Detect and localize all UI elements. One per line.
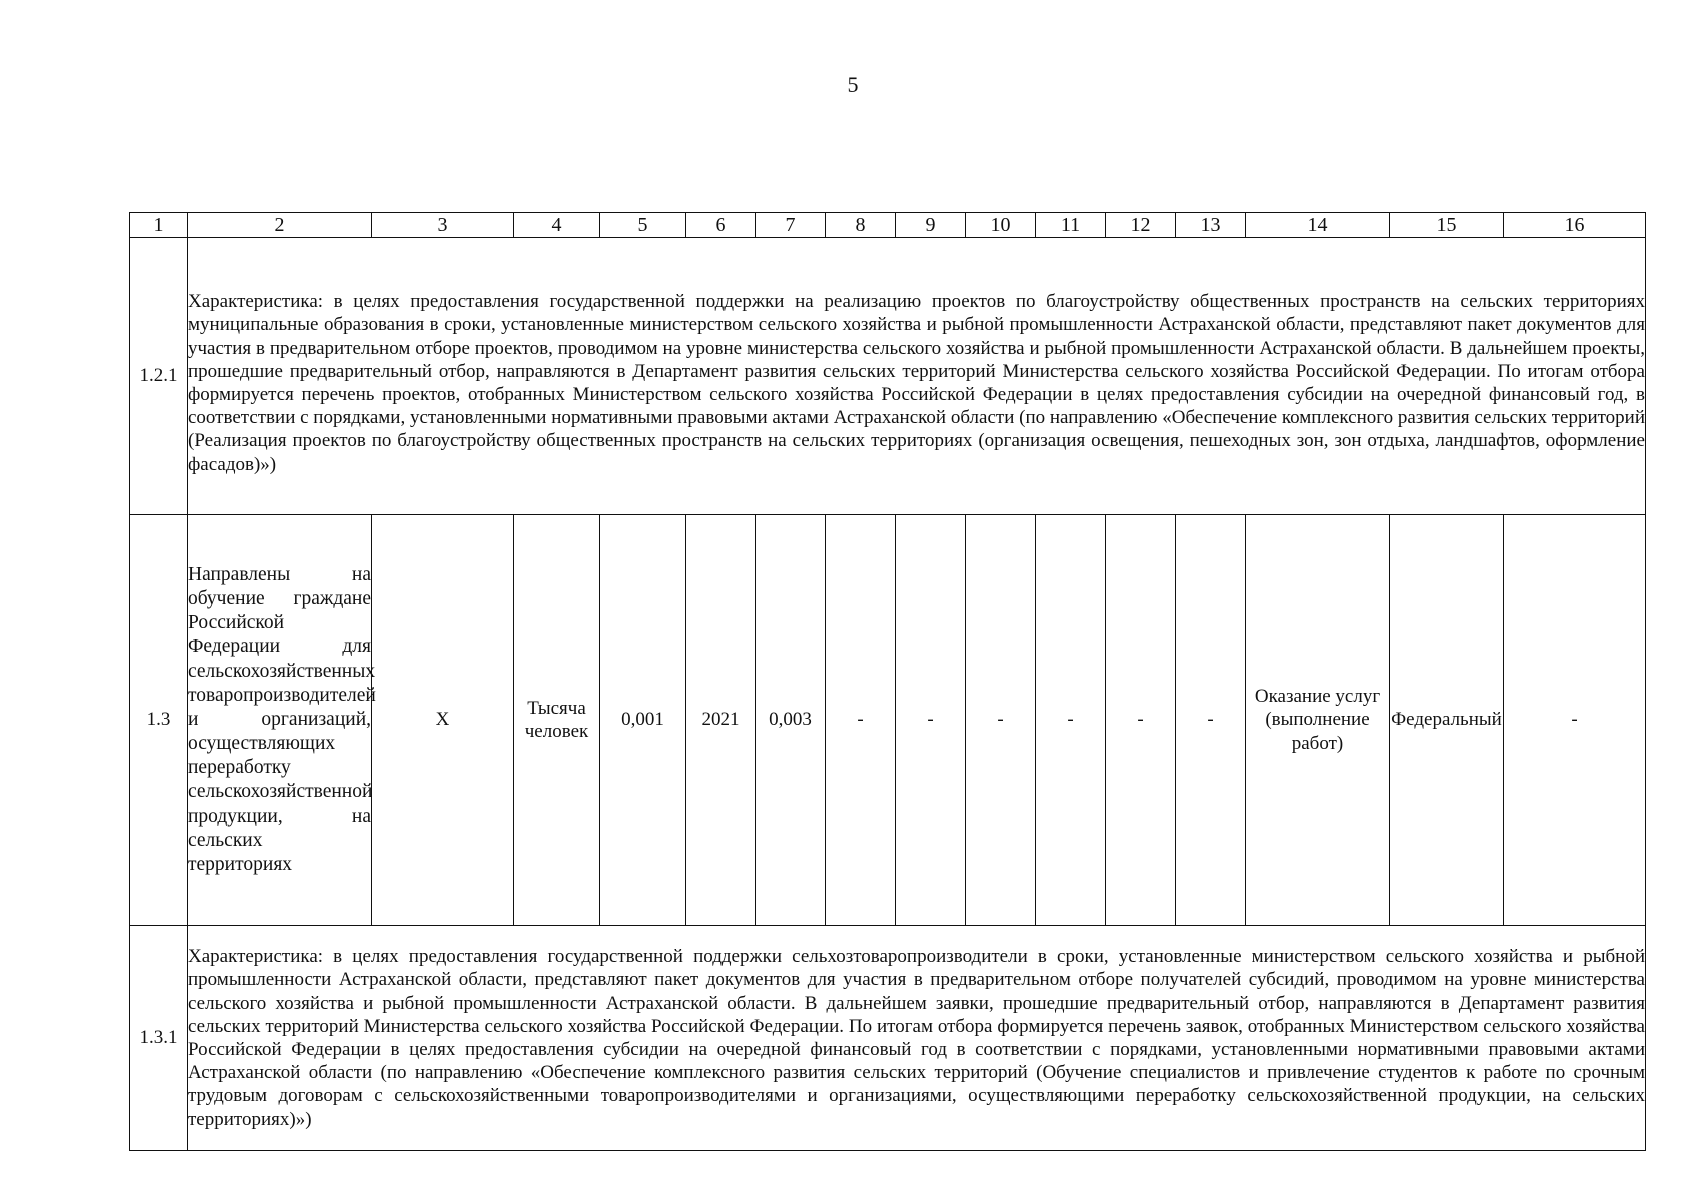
column-header: 14 [1246, 213, 1390, 238]
row-number: 1.3.1 [130, 926, 188, 1151]
cell-col15: Федеральный [1390, 515, 1504, 926]
cell-col3: X [372, 515, 514, 926]
row-number: 1.3 [130, 515, 188, 926]
column-header: 3 [372, 213, 514, 238]
row-number: 1.2.1 [130, 238, 188, 515]
cell-col8: - [826, 515, 896, 926]
page-number: 5 [847, 72, 859, 97]
cell-col13: - [1176, 515, 1246, 926]
column-header: 9 [896, 213, 966, 238]
table-row-1-3 [130, 515, 1646, 926]
cell-col9: - [896, 515, 966, 926]
column-header: 6 [686, 213, 756, 238]
column-header: 10 [966, 213, 1036, 238]
cell-col14: Оказание услуг (выполнение работ) [1246, 515, 1390, 926]
cell-col12: - [1106, 515, 1176, 926]
cell-col7: 0,003 [756, 515, 826, 926]
column-header: 1 [130, 213, 188, 238]
column-header: 11 [1036, 213, 1106, 238]
column-header: 5 [600, 213, 686, 238]
column-number-row [130, 213, 1646, 238]
table-row-1-3-1 [130, 926, 1646, 1151]
cell-col11: - [1036, 515, 1106, 926]
column-header: 8 [826, 213, 896, 238]
cell-col5: 0,001 [600, 515, 686, 926]
column-header: 15 [1390, 213, 1504, 238]
cell-col10: - [966, 515, 1036, 926]
table-row-1-2-1 [130, 238, 1646, 515]
column-header: 2 [188, 213, 372, 238]
column-header: 12 [1106, 213, 1176, 238]
year-cell: 2021 [686, 515, 756, 926]
column-header: 16 [1504, 213, 1646, 238]
characteristic-text: Характеристика: в целях предоставления государственной поддержки сельхозтоваропроизводители в сроки, установленные министерством сельского хозяйства и рыбной промышленности Астраханской области, представляют пакет документов для участия в предварительном отборе получателей субсидий, проводимом на уровне министерства сельского хозяйства и рыбной промышленности Астраханской области. В дальнейшем заявки, прошедшие предварительный отбор, направляются в Департамент развития сельских территорий Министерства сельского хозяйства Российской Федерации. По итогам отбора формируется перечень заявок, отобранных Министерством сельского хозяйства Российской Федерации в целях предоставления субсидии на очередной финансовый год в соответствии с порядками, установленными нормативными правовыми актами Астраханской области (по направлению «Обеспечение комплексного развития сельских территорий (Обучение специалистов и привлечение студентов к работе по срочным трудовым договорам с сельскохозяйственными товаропроизводителями и организациями, осуществляющими переработку сельскохозяйственной продукции, на сельских территориях)») [188, 926, 1646, 1151]
program-table [129, 212, 1646, 1151]
column-header: 13 [1176, 213, 1246, 238]
column-header: 4 [514, 213, 600, 238]
indicator-name: Направлены на обучение граждане Российской Федерации для сельскохозяйственных товаропроизводителей и организаций, осуществляющих переработку сельскохозяйственной продукции, на сельских территориях [188, 515, 372, 926]
characteristic-text: Характеристика: в целях предоставления государственной поддержки на реализацию проектов по благоустройству общественных пространств на сельских территориях муниципальные образования в сроки, установленные министерством сельского хозяйства и рыбной промышленности Астраханской области, представляют пакет документов для участия в предварительном отборе проектов, проводимом на уровне министерства сельского хозяйства и рыбной промышленности Астраханской области. В дальнейшем проекты, прошедшие предварительный отбор, направляются в Департамент развития сельских территорий Министерства сельского хозяйства Российской Федерации. По итогам отбора формируется перечень проектов, отобранных Министерством сельского хозяйства Российской Федерации в целях предоставления субсидии на очередной финансовый год, в соответствии с порядками, установленными нормативными правовыми актами Астраханской области (по направлению «Обеспечение комплексного развития сельских территорий (Реализация проектов по благоустройству общественных пространств на сельских территориях (организация освещения, пешеходных зон, зон отдыха, ландшафтов, оформление фасадов)») [188, 238, 1646, 515]
column-header: 7 [756, 213, 826, 238]
cell-col16: - [1504, 515, 1646, 926]
unit-cell: Тысяча человек [514, 515, 600, 926]
